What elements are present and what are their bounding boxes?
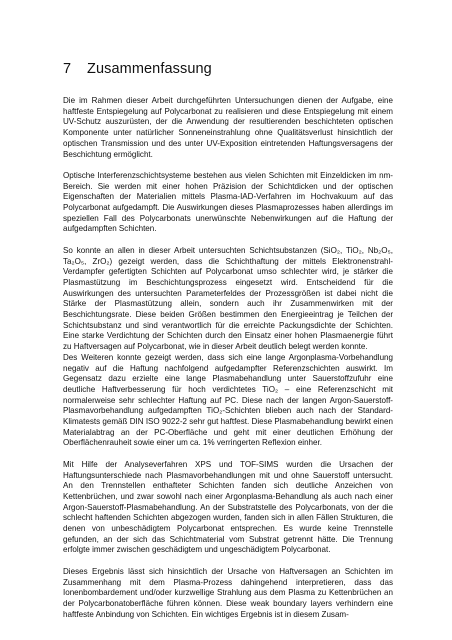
body-text (63, 96, 393, 620)
paragraph-intro: Die im Rahmen dieser Arbeit durchgeführten Untersuchungen dienen der Aufgabe, eine haftfeste Entspiegelung auf Polycarbonat zu realisieren und diese Entspiegelung mit einem UV-Schutz auszurüsten, der die Anwendung der resultierenden beschichteten optischen Komponente unter natürlicher Sonneneinstrahlung ohne Qualitätsverlust hinsichtlich der optischen Transmission und des unter UV-Exposition eintretenden Haftungsversagens der Beschichtung ermöglicht. (63, 96, 393, 159)
chapter-number: 7 (63, 60, 72, 77)
paragraph-conclusion: Dieses Ergebnis lässt sich hinsichtlich der Ursache von Haftversagen an Schichten im Zusammenhang mit dem Plasma-Prozess dahingehend interpretieren, dass das Ionenbombardement und/oder kurzwellige Strahlung aus dem Plasma zu Kettenbrüchen an der Polycarbonatoberfläche führen können. Diese weak boundary layers verhindern eine haftfeste Anbindung von Schichten. Ein wichtiges Ergebnis ist in diesem Zusam- (63, 566, 393, 619)
paragraph-xps-tofsims: Mit Hilfe der Analyseverfahren XPS und TOF-SIMS wurden die Ursachen der Haftungsunterschiede nach Plasmavorbehandlungen mit und ohne Sauerstoff untersucht. An den Trennstellen enthafteter Schichten fanden sich deutliche Anzeichen von Kettenbrüchen, und zwar sowohl nach einer Argonplasma-Behandlung als auch nach einer Argon-Sauerstoff-Plasmabehandlung. An der Substratstelle des Polycarbonats, von der die schlecht haftenden Schichten abgezogen wurden, fanden sich in allen Fällen Strukturen, die denen von unbeschädigtem Polycarbonat entsprechen. Es wurde keine Trennstelle gefunden, an der sich das Schichtmaterial vom Substrat getrennt hätte. Die Trennung erfolgte immer zwischen geschädigtem und ungeschädigtem Polycarbonat. (63, 459, 393, 555)
chapter-title: Zusammenfassung (87, 60, 212, 77)
paragraph-interference-systems: Optische Interferenzschichtsysteme bestehen aus vielen Schichten mit Einzeldicken im nm-Bereich. Sie werden mit einer hohen Präzision der Schichtdicken und der optischen Eigenschaften der Materialien mittels Plasma-IAD-Verfahren im Hochvakuum auf das Polycarbonat aufgedampft. Die Auswirkungen dieses Plasmaprozesses haben allerdings im speziellen Fall des Polycarbonats unerwünschte Nebenwirkungen auf die Haftung der aufgedampften Schichten. (63, 170, 393, 234)
paragraph-plasma-pretreatment: Des Weiteren konnte gezeigt werden, dass sich eine lange Argonplasma-Vorbehandlung negativ auf die Haftung nachfolgend aufgedampfter Referenzschichten auswirkt. Im Gegensatz dazu erzielte eine lange Plasmabehandlung unter Sauerstoffzufuhr eine deutliche Haftverbesserung für hoch verdichtetes TiO₂ – eine Referenzschicht mit normalerweise sehr schlechter Haftung auf PC. Diese nach der langen Argon-Sauerstoff-Plasmavorbehandlung aufgedampften TiO₂-Schichten blieben auch nach der Standard-Klimatests gemäß DIN ISO 9022-2 sehr gut haftfest. Diese Plasmabehandlung bewirkt einen Materialabtrag an der PC-Oberfläche und geht mit einer deutlichen Erhöhung der Oberflächenrauheit sowie einer um ca. 1% verringerten Reflexion einher. (63, 352, 393, 448)
chapter-heading (63, 61, 212, 77)
paragraph-layer-substances: So konnte an allen in dieser Arbeit untersuchten Schichtsubstanzen (SiO₂, TiO₂, Nb₂O₅, Ta₂O₅, ZrO₂) gezeigt werden, dass die Schichthaftung der mittels Elektronenstrahl-Verdampfer gefertigten Schichten auf Polycarbonat umso schlechter wird, je stärker die Plasmastützung im Beschichtungsprozess eingesetzt wird. Entscheidend für die Auswirkungen des untersuchten Parameterfeldes der Prozessgrößen ist dabei nicht die Stärke der Plasmastützung allein, sondern auch ihr Zusammenwirken mit der Beschichtungsrate. Diese beiden Größen bestimmen den Energieeintrag je Teilchen der Schichtsubstanz und sind verantwortlich für die erreichte Packungsdichte der Schichten. Eine starke Verdichtung der Schichten durch den Einsatz einer hohen Plasmaenergie führt zu Haftversagen auf Polycarbonat, wie in dieser Arbeit deutlich belegt werden konnte. (63, 245, 393, 352)
